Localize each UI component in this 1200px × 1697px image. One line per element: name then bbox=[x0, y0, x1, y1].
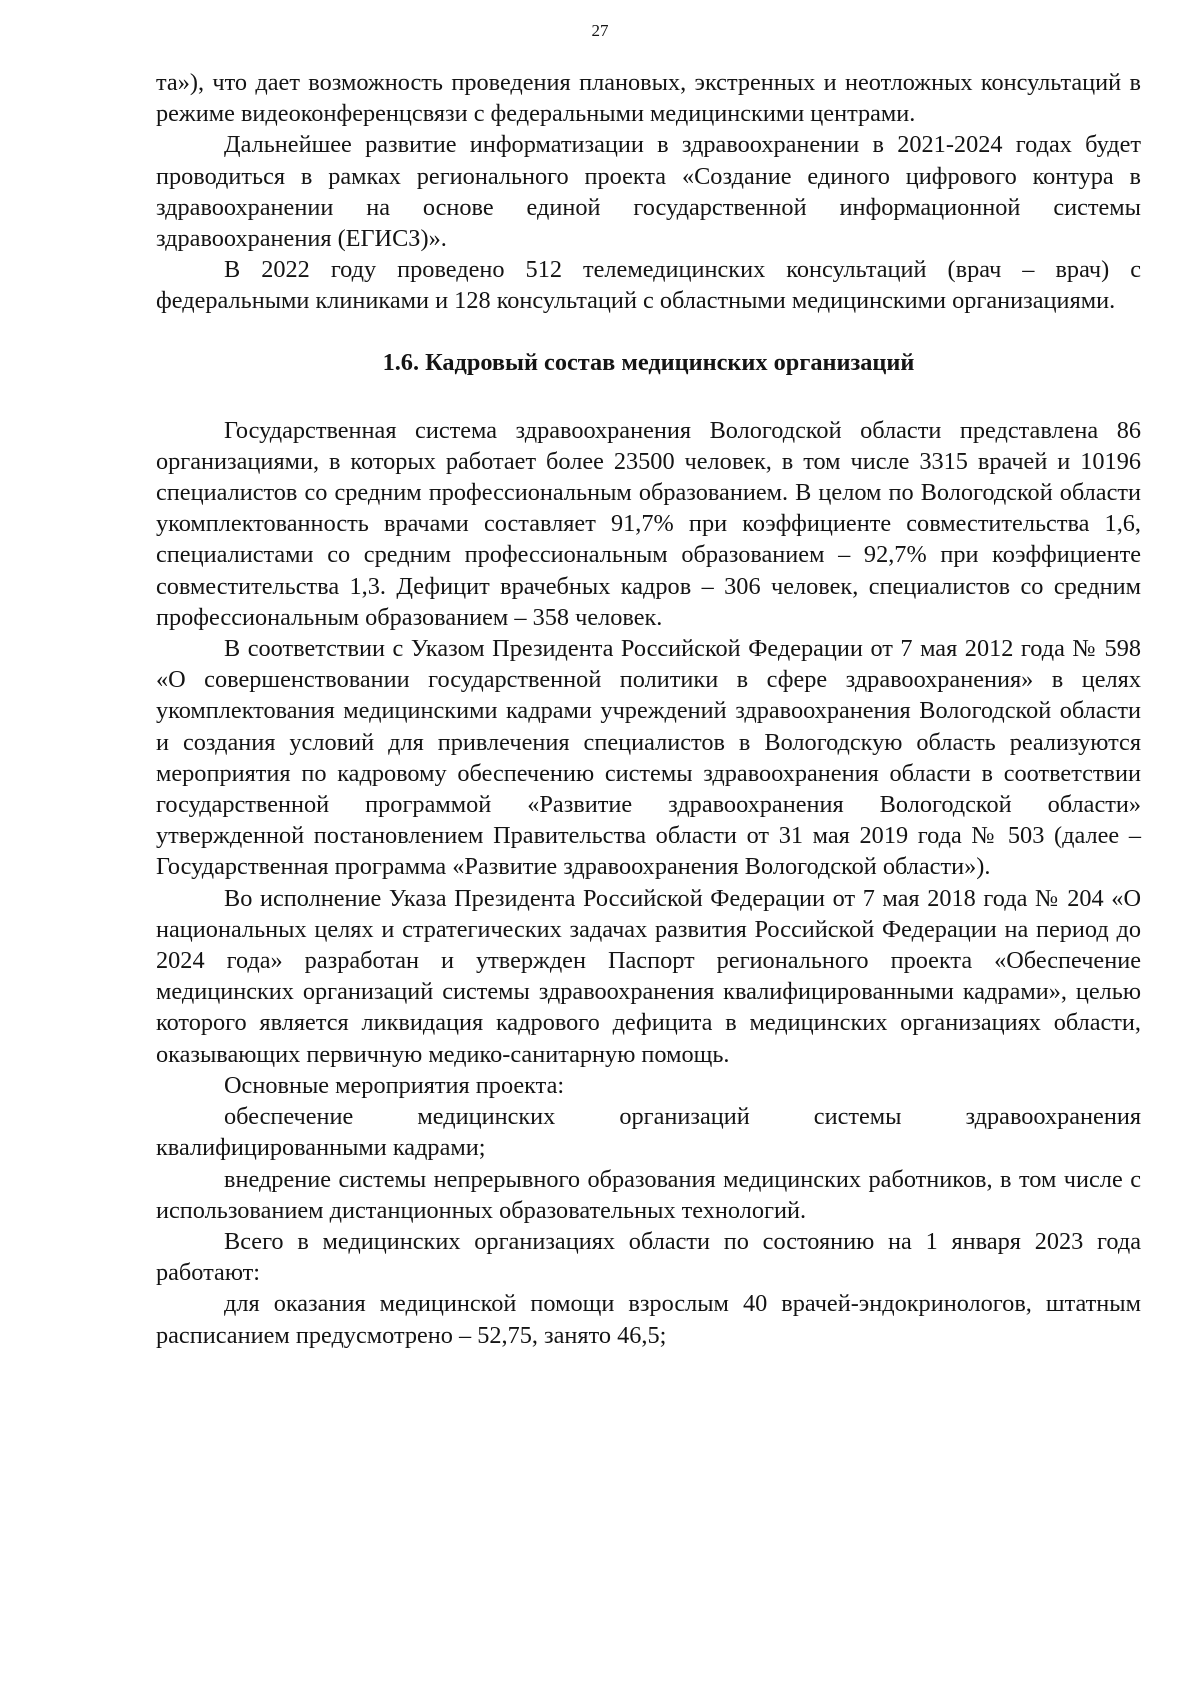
paragraph-total-staff: Всего в медицинских организациях области по состоянию на 1 января 2023 года работают: bbox=[156, 1227, 1141, 1287]
paragraph-decree-204: Во исполнение Указа Президента Российской Федерации от 7 мая 2018 года № 204 «О национальных целях и стратегических задачах развития Российской Федерации на период до 2024 года» разработан и утвержден Паспорт регионального проекта «Обеспечение медицинских организаций системы здравоохранения квалифицированными кадрами», целью которого является ликвидация кадрового дефицита в медицинских организациях области, оказывающих первичную медико-санитарную помощь. bbox=[156, 884, 1141, 1068]
page-number: 27 bbox=[591, 21, 609, 40]
paragraph-decree-598: В соответствии с Указом Президента Российской Федерации от 7 мая 2012 года № 598 «О совершенствовании государственной политики в сфере здравоохранения» в целях укомплектования медицинскими кадрами учреждений здравоохранения Вологодской области и создания условий для привлечения специалистов в Вологодскую область реализуются мероприятия по кадровому обеспечению системы здравоохранения области в соответствии государственной программой «Развитие здравоохранения Вологодской области» утвержденной постановлением Правительства области от 31 мая 2019 года № 503 (далее – Государственная программа «Развитие здравоохранения Вологодской области»). bbox=[156, 635, 1141, 881]
paragraph-endocrinologists: для оказания медицинской помощи взрослым 40 врачей-эндокринологов, штатным расписанием предусмотрено – 52,75, занято 46,5; bbox=[156, 1290, 1141, 1349]
paragraph-consultations-2022: В 2022 году проведено 512 телемедицинских консультаций (врач – врач) с федеральными клиниками и 128 консультаций с областными медицинскими организациями. bbox=[156, 256, 1141, 315]
document-body bbox=[156, 67, 1141, 1351]
list-item-education: внедрение системы непрерывного образования медицинских работников, в том числе с использованием дистанционных образовательных технологий. bbox=[156, 1165, 1141, 1224]
section-heading: 1.6. Кадровый состав медицинских организаций bbox=[382, 348, 915, 376]
paragraph-main-activities: Основные мероприятия проекта: bbox=[224, 1071, 565, 1099]
paragraph-telemedicine-continuation: та»), что дает возможность проведения плановых, экстренных и неотложных консультаций в режиме видеоконференцсвязи с федеральными медицинскими центрами. bbox=[156, 69, 1141, 128]
paragraph-informatization: Дальнейшее развитие информатизации в здравоохранении в 2021-2024 годах будет проводиться в рамках регионального проекта «Создание единого цифрового контура в здравоохранении на основе единой государственной информационной системы здравоохранения (ЕГИСЗ)». bbox=[156, 131, 1141, 253]
paragraph-healthcare-system: Государственная система здравоохранения Вологодской области представлена 86 организациями, в которых работает более 23500 человек, в том числе 3315 врачей и 10196 специалистов со средним профессиональным образованием. В целом по Вологодской области укомплектованность врачами составляет 91,7% при коэффициенте совместительства 1,6, специалистами со средним профессиональным образованием – 92,7% при коэффициенте совместительства 1,3. Дефицит врачебных кадров – 306 человек, специалистов со средним профессиональным образованием – 358 человек. bbox=[156, 416, 1141, 631]
list-item-staffing: обеспечение медицинских организаций системы здравоохранения квалифицированными кадрами; bbox=[156, 1103, 1141, 1162]
